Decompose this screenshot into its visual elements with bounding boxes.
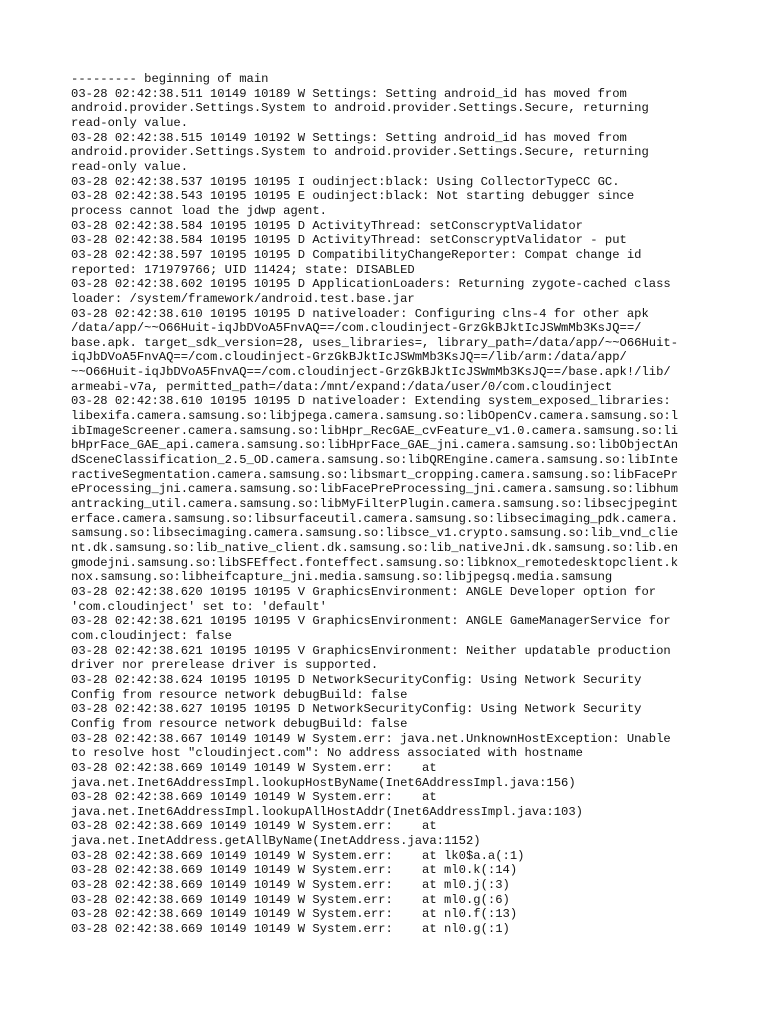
log-line: 03-28 02:42:38.537 10195 10195 I oudinject:black: Using CollectorTypeCC GC. [71,174,620,189]
log-line: ~~O66Huit-iqJbDVoA5FnvAQ==/com.cloudinject-GrzGkBJktIcJSWmMb3KsJQ==/base.apk!/lib/ [71,365,671,380]
log-line: Config from resource network debugBuild: false [71,687,408,702]
log-line: libexifa.camera.samsung.so:libjpega.camera.samsung.so:libOpenCv.camera.samsung.so:l [71,409,679,424]
log-line: read-only value. [71,115,189,130]
log-line: 03-28 02:42:38.669 10149 10149 W System.err: at ml0.k(:14) [71,863,518,878]
log-line: 03-28 02:42:38.669 10149 10149 W System.err: at ml0.j(:3) [71,878,510,893]
log-line: 03-28 02:42:38.543 10195 10195 E oudinject:black: Not starting debugger since [71,189,635,204]
log-line: loader: /system/framework/android.test.base.jar [71,291,415,306]
log-line: 03-28 02:42:38.669 10149 10149 W System.err: at [71,760,437,775]
log-line: java.net.Inet6AddressImpl.lookupAllHostAddr(Inet6AddressImpl.java:103) [71,804,583,819]
log-line: 03-28 02:42:38.669 10149 10149 W System.err: at nl0.g(:1) [71,922,510,937]
log-line: 03-28 02:42:38.584 10195 10195 D ActivityThread: setConscryptValidator - put [71,233,627,248]
log-line: 03-28 02:42:38.597 10195 10195 D CompatibilityChangeReporter: Compat change id [71,247,642,262]
log-document [71,72,711,937]
log-line: bHprFace_GAE_api.camera.samsung.so:libHprFace_GAE_jni.camera.samsung.so:libObjectAn [71,438,679,453]
log-line: 03-28 02:42:38.621 10195 10195 V GraphicsEnvironment: Neither updatable production [71,643,671,658]
log-line: android.provider.Settings.System to android.provider.Settings.Secure, returning [71,101,649,116]
log-line: base.apk. target_sdk_version=28, uses_libraries=, library_path=/data/app/~~O66Huit- [71,335,679,350]
log-line: 03-28 02:42:38.669 10149 10149 W System.err: at ml0.g(:6) [71,892,510,907]
log-line: 03-28 02:42:38.610 10195 10195 D nativeloader: Extending system_exposed_libraries: [71,394,671,409]
log-line: 03-28 02:42:38.621 10195 10195 V GraphicsEnvironment: ANGLE GameManagerService for [71,614,671,629]
log-line: 'com.cloudinject' set to: 'default' [71,599,327,614]
log-line: 03-28 02:42:38.627 10195 10195 D NetworkSecurityConfig: Using Network Security [71,702,642,717]
log-line: process cannot load the jdwp agent. [71,203,327,218]
log-line: dSceneClassification_2.5_OD.camera.samsung.so:libQREngine.camera.samsung.so:libInte [71,453,679,468]
log-line: driver nor prerelease driver is supported. [71,658,379,673]
log-line: samsung.so:libsecimaging.camera.samsung.so:libsce_v1.crypto.samsung.so:lib_vnd_clie [71,526,679,541]
log-line: reported: 171979766; UID 11424; state: DISABLED [71,262,415,277]
log-line: 03-28 02:42:38.584 10195 10195 D ActivityThread: setConscryptValidator [71,218,583,233]
log-line: 03-28 02:42:38.515 10149 10192 W Settings: Setting android_id has moved from [71,130,627,145]
log-line: antracking_util.camera.samsung.so:libMyFilterPlugin.camera.samsung.so:libsecjpegint [71,497,679,512]
log-line: gmodejni.samsung.so:libSFEffect.fonteffect.samsung.so:libknox_remotedesktopclient.k [71,555,679,570]
log-line: iqJbDVoA5FnvAQ==/com.cloudinject-GrzGkBJktIcJSWmMb3KsJQ==/lib/arm:/data/app/ [71,350,627,365]
log-line: 03-28 02:42:38.667 10149 10149 W System.err: java.net.UnknownHostException: Unable [71,731,671,746]
log-line: 03-28 02:42:38.669 10149 10149 W System.err: at lk0$a.a(:1) [71,848,525,863]
log-line: 03-28 02:42:38.602 10195 10195 D ApplicationLoaders: Returning zygote-cached class [71,277,671,292]
log-line: 03-28 02:42:38.669 10149 10149 W System.err: at [71,819,437,834]
log-line: android.provider.Settings.System to android.provider.Settings.Secure, returning [71,145,649,160]
log-line: 03-28 02:42:38.669 10149 10149 W System.err: at [71,790,437,805]
log-line: nox.samsung.so:libheifcapture_jni.media.samsung.so:libjpegsq.media.samsung [71,570,613,585]
log-line: com.cloudinject: false [71,628,232,643]
log-line: read-only value. [71,159,189,174]
log-line: to resolve host "cloudinject.com": No address associated with hostname [71,746,583,761]
log-line: nt.dk.samsung.so:lib_native_client.dk.samsung.so:lib_nativeJni.dk.samsung.so:lib.en [71,541,679,555]
log-line: 03-28 02:42:38.511 10149 10189 W Settings: Setting android_id has moved from [71,86,627,101]
log-line: 03-28 02:42:38.610 10195 10195 D nativeloader: Configuring clns-4 for other apk [71,306,649,321]
log-line: java.net.InetAddress.getAllByName(InetAddress.java:1152) [71,834,481,849]
log-line: 03-28 02:42:38.624 10195 10195 D NetworkSecurityConfig: Using Network Security [71,672,642,687]
log-line: ibImageScreener.camera.samsung.so:libHpr_RecGAE_cvFeature_v1.0.camera.samsung.so:li [71,423,679,438]
log-line: --------- beginning of main [71,72,269,86]
log-line: java.net.Inet6AddressImpl.lookupHostByName(Inet6AddressImpl.java:156) [71,775,576,790]
log-line: /data/app/~~O66Huit-iqJbDVoA5FnvAQ==/com.cloudinject-GrzGkBJktIcJSWmMb3KsJQ==/ [71,321,642,336]
log-line: ractiveSegmentation.camera.samsung.so:libsmart_cropping.camera.samsung.so:libFacePr [71,467,679,482]
log-line: erface.camera.samsung.so:libsurfaceutil.camera.samsung.so:libsecimaging_pdk.camera. [71,511,679,526]
log-line: 03-28 02:42:38.620 10195 10195 V GraphicsEnvironment: ANGLE Developer option for [71,584,657,599]
log-line: Config from resource network debugBuild: false [71,716,408,731]
log-line: eProcessing_jni.camera.samsung.so:libFacePreProcessing_jni.camera.samsung.so:libhum [71,482,679,497]
log-line: armeabi-v7a, permitted_path=/data:/mnt/expand:/data/user/0/com.cloudinject [71,379,613,394]
log-line: 03-28 02:42:38.669 10149 10149 W System.err: at nl0.f(:13) [71,907,518,922]
